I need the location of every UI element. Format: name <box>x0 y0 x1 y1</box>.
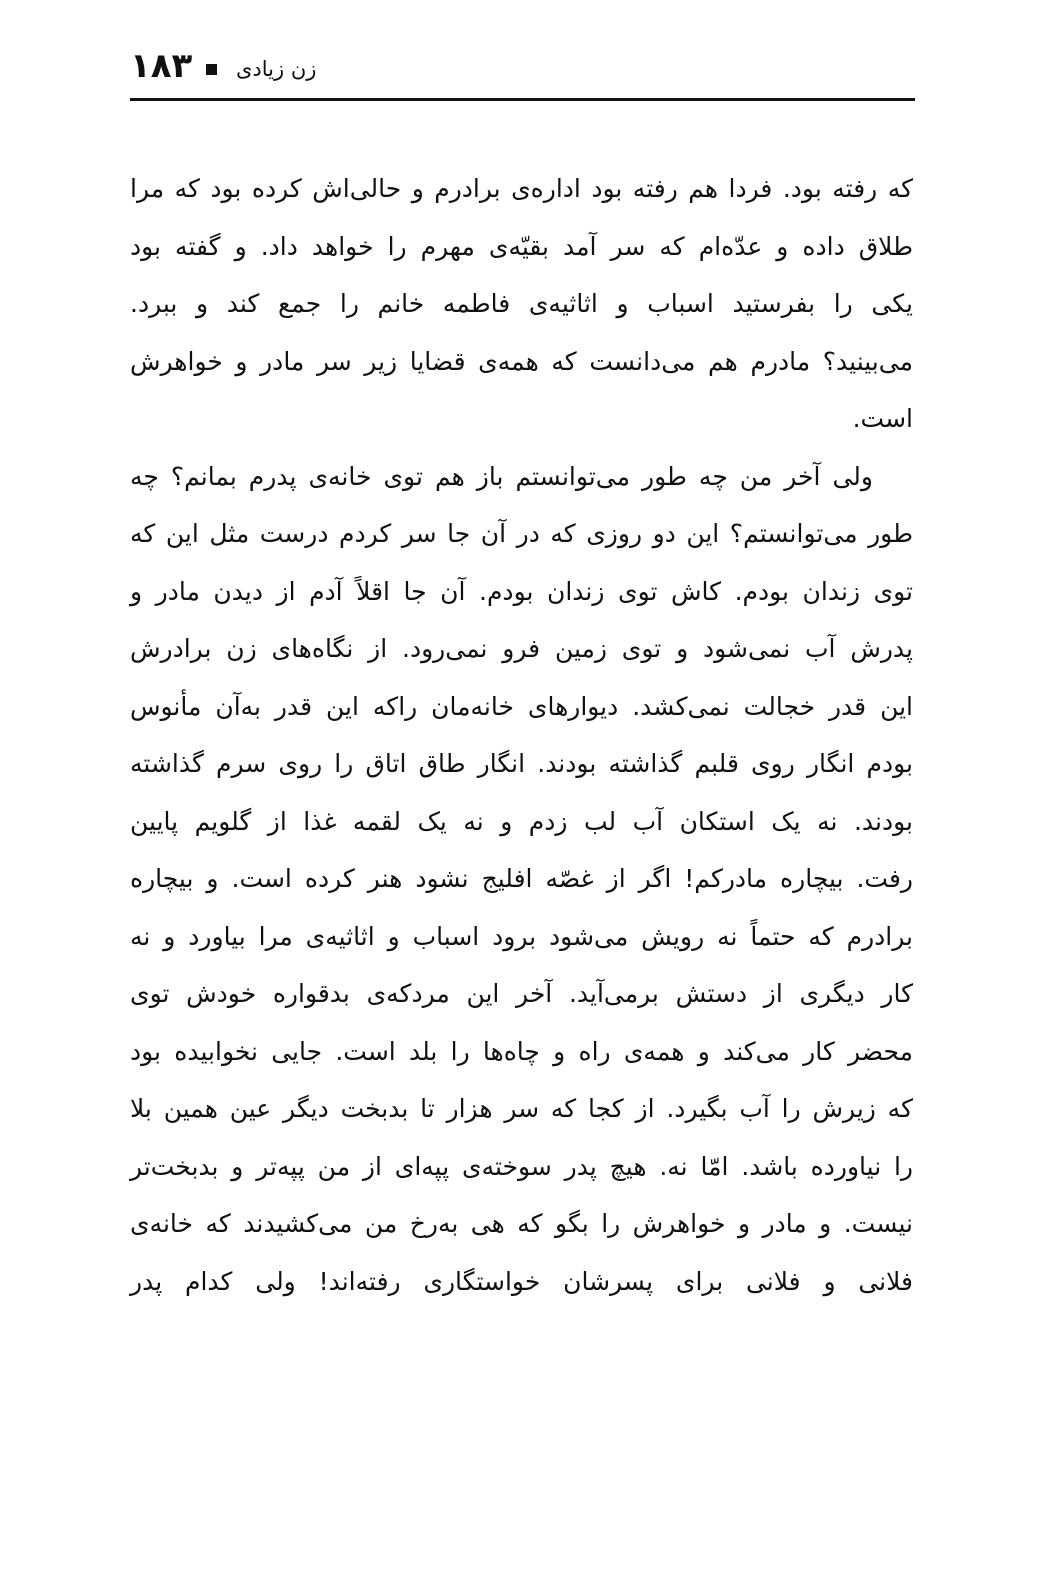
black-square-icon <box>206 64 217 75</box>
text-line: این قدر خجالت نمی‌کشد. دیوارهای خانه‌مان راکه این قدر به‌آن مأنوس <box>130 691 913 721</box>
text-line: پدرش آب نمی‌شود و توی زمین فرو نمی‌رود. از نگاه‌های زن برادرش <box>130 634 913 663</box>
paragraph-1 <box>130 160 913 448</box>
text-line: ولی آخر من چه طور می‌توانستم باز هم توی خانه‌ی پدرم بمانم؟ چه <box>130 461 873 491</box>
body-text <box>130 160 913 1310</box>
text-line: محضر کار می‌کند و همه‌ی راه و چاه‌ها را بلد است. جایی نخوابیده بود <box>130 1036 913 1066</box>
text-line: بودند. نه یک استکان آب لب زدم و نه یک لقمه غذا از گلویم پایین <box>130 806 913 836</box>
text-line: که زیرش را آب بگیرد. از کجا که سر هزار تا بدبخت دیگر عین همین بلا <box>130 1094 913 1123</box>
text-line: است. <box>852 404 913 433</box>
text-line: برادرم که حتماً نه رویش می‌شود برود اسباب و اثاثیه‌ی مرا بیاورد و نه <box>130 921 913 951</box>
running-head <box>130 46 915 92</box>
text-line: یکی را بفرستید اسباب و اثاثیه‌ی فاطمه خانم را جمع کند و ببرد. <box>130 289 913 318</box>
page-number: ۱۸۳ <box>130 46 193 86</box>
text-line: که رفته بود. فردا هم رفته بود اداره‌ی برادرم و حالی‌اش کرده بود که مرا <box>130 174 913 203</box>
text-line: طور می‌توانستم؟ این دو روزی که در آن جا سر کردم درست مثل این که <box>130 519 913 548</box>
text-line: فلانی و فلانی برای پسرشان خواستگاری رفته‌اند! ولی کدام پدر <box>130 1266 913 1296</box>
text-line: می‌بینید؟ مادرم هم می‌دانست که همه‌ی قضایا زیر سر مادر و خواهرش <box>130 346 913 376</box>
text-line: بودم انگار روی قلبم گذاشته بودند. انگار طاق اتاق را روی سرم گذاشته <box>130 749 913 778</box>
header-rule <box>130 98 915 101</box>
text-line: رفت. بیچاره مادرکم! اگر از غصّه افلیج نشود هنر کرده است. و بیچاره <box>130 864 913 893</box>
text-line: کار دیگری از دستش برمی‌آید. آخر این مردکه‌ی بدقواره خودش توی <box>130 979 913 1008</box>
text-line: نیست. و مادر و خواهرش را بگو که هی به‌رخ من می‌کشیدند که خانه‌ی <box>130 1209 913 1238</box>
text-line: را نیاورده باشد. امّا نه. هیچ پدر سوخته‌ی پپه‌ای از من پپه‌تر و بدبخت‌تر <box>130 1151 913 1181</box>
paragraph-2 <box>130 448 913 1311</box>
text-line: توی زندان بودم. کاش توی زندان بودم. آن جا اقلاً آدم از دیدن مادر و <box>130 576 913 606</box>
text-line: طلاق داده و عدّه‌ام که سر آمد بقیّه‌ی مهرم را خواهد داد. و گفته بود <box>130 231 913 261</box>
book-title: زن زیادی <box>236 57 317 81</box>
